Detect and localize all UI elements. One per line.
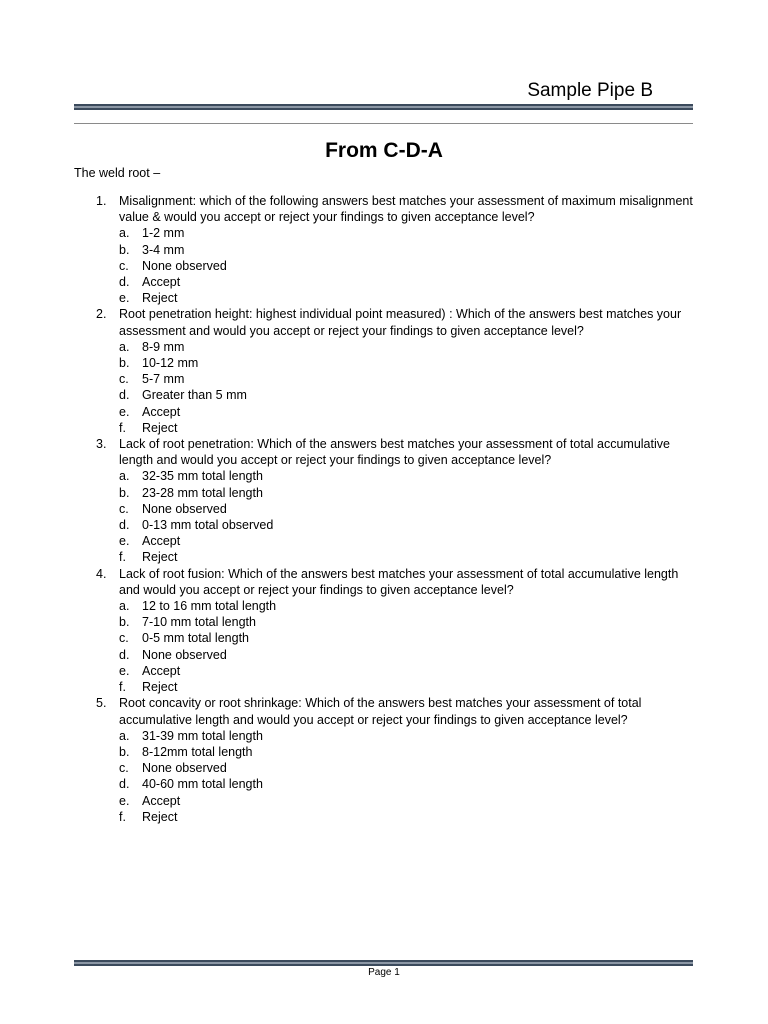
page-number: Page 1 bbox=[368, 967, 400, 978]
option-item bbox=[119, 533, 694, 549]
option-letter: c. bbox=[119, 258, 129, 273]
option-item bbox=[119, 387, 694, 403]
option-text: None observed bbox=[142, 761, 227, 776]
question-number: 4. bbox=[96, 566, 107, 581]
option-text: 8-9 mm bbox=[142, 339, 185, 354]
option-text: Accept bbox=[142, 663, 181, 678]
option-item bbox=[119, 728, 694, 744]
option-item bbox=[119, 371, 694, 387]
question-text: Root penetration height: highest individual point measured) : Which of the answers best matches your assessment and would you accept or reject your findings to given acceptance level? bbox=[119, 307, 682, 338]
option-letter: c. bbox=[119, 372, 129, 387]
option-letter: d. bbox=[119, 777, 130, 792]
option-letter: d. bbox=[119, 647, 130, 662]
option-text: Accept bbox=[142, 793, 181, 808]
option-text: None observed bbox=[142, 647, 227, 662]
option-text: None observed bbox=[142, 501, 227, 516]
option-letter: a. bbox=[119, 226, 130, 241]
option-item bbox=[119, 501, 694, 517]
question-number: 2. bbox=[96, 307, 107, 322]
question-item bbox=[74, 306, 694, 436]
option-item bbox=[119, 549, 694, 565]
option-letter: a. bbox=[119, 599, 130, 614]
option-letter: f. bbox=[119, 550, 126, 565]
option-item bbox=[119, 614, 694, 630]
option-item bbox=[119, 468, 694, 484]
option-text: 23-28 mm total length bbox=[142, 485, 263, 500]
option-text: 8-12mm total length bbox=[142, 744, 253, 759]
option-letter: e. bbox=[119, 663, 130, 678]
option-text: 40-60 mm total length bbox=[142, 777, 263, 792]
option-letter: e. bbox=[119, 404, 130, 419]
option-letter: a. bbox=[119, 339, 130, 354]
option-item bbox=[119, 647, 694, 663]
question-text: Root concavity or root shrinkage: Which of the answers best matches your assessment of total accumulative length and would you accept or reject your findings to given acceptance level? bbox=[119, 696, 642, 727]
option-list bbox=[119, 468, 694, 565]
question-item bbox=[74, 566, 694, 696]
option-text: Greater than 5 mm bbox=[142, 388, 247, 403]
option-item bbox=[119, 809, 694, 825]
option-item bbox=[119, 339, 694, 355]
option-text: 5-7 mm bbox=[142, 372, 185, 387]
option-item bbox=[119, 517, 694, 533]
option-item bbox=[119, 776, 694, 792]
option-item bbox=[119, 420, 694, 436]
option-list bbox=[119, 728, 694, 825]
option-list bbox=[119, 598, 694, 695]
header-thin-divider bbox=[74, 123, 693, 124]
option-item bbox=[119, 258, 694, 274]
option-letter: f. bbox=[119, 420, 126, 435]
header-divider bbox=[74, 104, 693, 110]
option-letter: b. bbox=[119, 485, 130, 500]
option-text: Reject bbox=[142, 291, 178, 306]
option-text: 0-13 mm total observed bbox=[142, 518, 274, 533]
footer-divider bbox=[74, 960, 693, 966]
option-item bbox=[119, 663, 694, 679]
question-number: 1. bbox=[96, 194, 107, 208]
option-text: Reject bbox=[142, 420, 178, 435]
question-item bbox=[74, 695, 694, 825]
question-text: Misalignment: which of the following answers best matches your assessment of maximum misalignment value & would you accept or reject your findings to given acceptance level? bbox=[119, 194, 693, 225]
option-item bbox=[119, 793, 694, 809]
question-number: 3. bbox=[96, 437, 107, 452]
option-letter: c. bbox=[119, 761, 129, 776]
option-item bbox=[119, 679, 694, 695]
option-text: 12 to 16 mm total length bbox=[142, 599, 277, 614]
option-item bbox=[119, 274, 694, 290]
option-letter: d. bbox=[119, 518, 130, 533]
option-text: Accept bbox=[142, 404, 181, 419]
option-item bbox=[119, 355, 694, 371]
question-text: Lack of root fusion: Which of the answers best matches your assessment of total accumulative length and would you accept or reject your findings to given acceptance level? bbox=[119, 566, 679, 597]
option-letter: f. bbox=[119, 680, 126, 695]
option-letter: a. bbox=[119, 469, 130, 484]
option-item bbox=[119, 630, 694, 646]
option-letter: e. bbox=[119, 793, 130, 808]
option-text: Accept bbox=[142, 534, 181, 549]
option-text: 1-2 mm bbox=[142, 226, 185, 241]
option-item bbox=[119, 744, 694, 760]
option-item bbox=[119, 242, 694, 258]
option-list bbox=[119, 339, 694, 436]
option-letter: f. bbox=[119, 809, 126, 824]
option-letter: e. bbox=[119, 534, 130, 549]
intro-text: The weld root – bbox=[74, 166, 161, 180]
option-text: None observed bbox=[142, 258, 227, 273]
question-text: Lack of root penetration: Which of the answers best matches your assessment of total accumulative length and would you accept or reject your findings to given acceptance level? bbox=[119, 437, 670, 468]
option-letter: c. bbox=[119, 631, 129, 646]
option-letter: b. bbox=[119, 356, 130, 371]
option-item bbox=[119, 598, 694, 614]
option-text: Accept bbox=[142, 275, 181, 290]
option-letter: e. bbox=[119, 291, 130, 306]
option-letter: b. bbox=[119, 744, 130, 759]
option-text: Reject bbox=[142, 550, 178, 565]
header-title: Sample Pipe B bbox=[527, 80, 653, 101]
page-title: From C-D-A bbox=[325, 139, 443, 162]
option-text: 31-39 mm total length bbox=[142, 728, 263, 743]
option-text: 32-35 mm total length bbox=[142, 469, 263, 484]
question-list bbox=[74, 193, 694, 825]
option-text: Reject bbox=[142, 680, 178, 695]
option-letter: b. bbox=[119, 242, 130, 257]
option-text: Reject bbox=[142, 809, 178, 824]
option-text: 7-10 mm total length bbox=[142, 615, 256, 630]
option-item bbox=[119, 225, 694, 241]
option-text: 0-5 mm total length bbox=[142, 631, 249, 646]
option-item bbox=[119, 290, 694, 306]
option-letter: d. bbox=[119, 388, 130, 403]
option-item bbox=[119, 485, 694, 501]
option-text: 10-12 mm bbox=[142, 356, 199, 371]
option-text: 3-4 mm bbox=[142, 242, 185, 257]
question-number: 5. bbox=[96, 696, 107, 711]
option-letter: a. bbox=[119, 728, 130, 743]
option-letter: b. bbox=[119, 615, 130, 630]
option-list bbox=[119, 225, 694, 306]
option-letter: c. bbox=[119, 501, 129, 516]
option-item bbox=[119, 760, 694, 776]
question-item bbox=[74, 193, 694, 306]
option-letter: d. bbox=[119, 275, 130, 290]
question-item bbox=[74, 436, 694, 566]
option-item bbox=[119, 404, 694, 420]
